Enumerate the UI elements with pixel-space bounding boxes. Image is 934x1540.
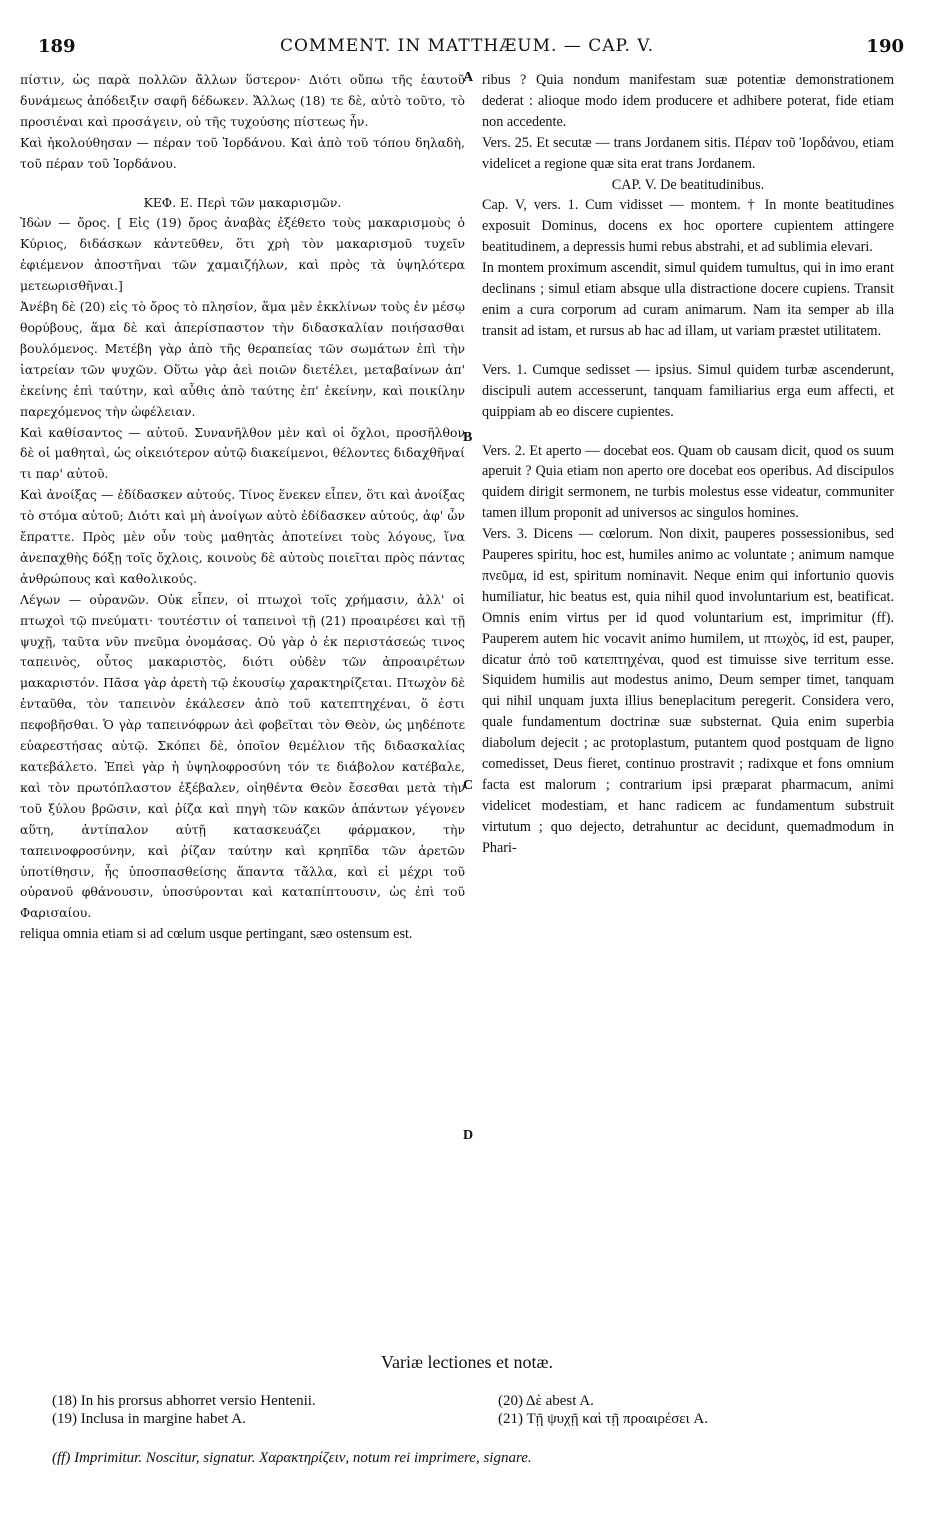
page-number-right: 190 (866, 36, 904, 57)
note-20: (20) Δὲ abest A. (498, 1393, 594, 1409)
latin-paragraph: Vers. 3. Dicens — cœlorum. Non dixit, pauperes possessionibus, sed Pauperes spiritu, hoc est, humiles animo ac voluntate ; animum namque πνεῦμα, id est, spiritum nominavit. Neque enim qui infortunio quovis humiliatur, hic beatus est, quia nihil quod involuntarium est, beatificat. Omnis enim virtus per id quod voluntarium est, imprimitur (ff). Pauperem autem hic vocavit animo humilem, ut πτωχὸς, id est, pauper, dicatur ἀπὸ τοῦ κατεπτηχέναι, quod est timuisse sive territum esse. Siquidem humilis aut modestus animo, Deum semper timet, tanquam qui nihil unquam juxta illius beneplacitum peregerit. Considera vero, quale fundamentum doctrinæ suæ substernat. Quia enim superbia diabolum dejecit ; ac protoplastum, putantem quod postquam de ligno comedisset, Deus fieret, continuo prostravit ; radixque et fons omnium facta est malorum ; contrarium ipsi præparat pharmacum, animi videlicet modestiam, et hanc radicem ac fundamentum substruit virtutum ; quo dejecto, detrahuntur ac decidunt, quemadmodum in Phari- (482, 526, 894, 856)
latin-paragraph: Cap. V, vers. 1. Cum vidisset — montem. † In monte beatitudines exposuit Dominus, docens ex hoc oportere cupientem attingere beatitudinem, a depressis humi rebus abstrahi, et ad sublimia elevari. (482, 197, 894, 256)
greek-paragraph: Ἰδὼν — ὄρος. [ Εἰς (19) ὄρος ἀναβὰς ἐξέθετο τοὺς μακαρισμοὺς ὁ Κύριος, διδάσκων κἀντεῦθεν, ὅτι χρὴ τὸν μακαρισμοῦ τυχεῖν ἐφιέμενον ἀποστῆναι τῶν χαμαιζήλων, καὶ πρὸς τὰ ὑψηλότερα μετεωρισθῆναι.] (20, 215, 465, 294)
margin-marker-b: B (463, 430, 473, 445)
note-ff: (ff) Imprimitur. Noscitur, signatur. Χαρακτηρίζειν, notum rei imprimere, signare. (52, 1450, 532, 1466)
latin-paragraph: ribus ? Quia nondum manifestam suæ potentiæ demonstrationem dederat : alioque modo idem producere et adhibere poterat, fide etiam non accedente. (482, 72, 894, 130)
greek-paragraph: πίστιν, ὡς παρὰ πολλῶν ἄλλων ὕστερον· Διότι οὔπω τῆς ἑαυτοῦ δυνάμεως ἀπόδειξιν σαφῆ δέδωκεν. Ἄλλως (18) τε δὲ, αὐτὸ τοῦτο, τὸ προσιέναι καὶ προσάγειν, οὐ τῆς τυχούσης πίστεως ἦν. (20, 72, 465, 129)
margin-marker-c: C (463, 778, 474, 793)
latin-paragraph: In montem proximum ascendit, simul quidem tumultus, qui in imo erant declinans ; simul etiam absque ulla distractione docere cupiens. Transit enim a cura corporum ad curam animarum. Nam ita semper ab illa transit ad istam, et rursus ab hac ad illam, ut variam præstet utilitatem. (482, 260, 894, 339)
running-title: COMMENT. IN MATTHÆUM. — CAP. V. (279, 36, 654, 56)
margin-marker-a: A (463, 70, 474, 85)
greek-chapter-heading: ΚΕΦ. Ε. Περὶ τῶν μακαρισμῶν. (143, 194, 342, 210)
page-header (30, 36, 904, 60)
latin-paragraph: Vers. 1. Cumque sedisset — ipsius. Simul quidem turbæ ascenderunt, discipuli autem accesserunt, tanquam familiarius erga eum affecti, et quippiam ab eo discere cupientes. (482, 361, 894, 420)
latin-chapter-heading: CAP. V. De beatitudinibus. (611, 176, 765, 193)
note-18: (18) In his prorsus abhorret versio Hentenii. (52, 1393, 316, 1409)
notes-title: Variæ lectiones et notæ. (381, 1352, 553, 1372)
greek-paragraph: Καὶ ἠκολούθησαν — πέραν τοῦ Ἰορδάνου. Καὶ ἀπὸ τοῦ τόπου δηλαδὴ, τοῦ πέραν τοῦ Ἰορδάνου. (20, 134, 465, 171)
latin-continuation: reliqua omnia etiam si ad cœlum usque pertingant, sæo ostensum est. (20, 926, 413, 943)
latin-paragraph: Vers. 2. Et aperto — docebat eos. Quam ob causam dicit, quod os suum aperuit ? Quia etiam non aperto ore docebat eos operibus. Ad discipulos quidem dirigit sermonem, ne turbis molestus esse videatur, communiter tamen illum proponit ad universos ac singulos homines. (482, 442, 894, 522)
greek-paragraph: Καὶ ἀνοίξας — ἐδίδασκεν αὐτούς. Τίνος ἕνεκεν εἶπεν, ὅτι καὶ ἀνοίξας τὸ στόμα αὐτοῦ; Διότι καὶ μὴ ἀνοίγων αὐτὸ ἐδίδασκεν αὐτούς, ἀφ' ὧν ἔπραττε. Πρὸς μὲν οὖν τοὺς μαθητὰς ἀποτείνει τοὺς λόγους, ἵνα ἀνεπαχθὴς δόξῃ τοῖς ὄχλοις, κοινοὺς δὲ αὐτοὺς ποιεῖται πρὸς πάντας ἀνθρώπους καὶ καθολικούς. (20, 487, 465, 586)
page-number-left: 189 (38, 36, 76, 57)
note-21: (21) Τῇ ψυχῇ καὶ τῇ προαιρέσει A. (498, 1411, 708, 1427)
margin-marker-d: D (463, 1128, 474, 1143)
greek-paragraph: Καὶ καθίσαντος — αὐτοῦ. Συνανῆλθον μὲν καὶ οἱ ὄχλοι, προσῆλθον δὲ οἱ μαθηταὶ, ὡς οἰκειότερον αὐτῷ διακείμενοι, θέλοντες διδαχθῆναί τι παρ' αὐτοῦ. (20, 424, 465, 482)
note-19: (19) Inclusa in margine habet A. (52, 1411, 246, 1427)
greek-paragraph: Λέγων — οὐρανῶν. Οὐκ εἶπεν, οἱ πτωχοὶ τοῖς χρήμασιν, ἀλλ' οἱ πτωχοὶ τῷ πνεύματι· τουτέστιν οἱ ταπεινοὶ τῇ (21) προαιρέσει καὶ τῇ ψυχῇ, ταῦτα νῦν πνεῦμα ὀνομάσας. Οὐ γὰρ ὁ ἐκ περιστάσεώς τινος ταπεινὸς, οὗτος μακαριστὸς, διότι οὐδὲν τῶν ἀπροαιρέτων μακαριστόν. Πᾶσα γὰρ ἀρετὴ τῷ ἑκουσίῳ χαρακτηρίζεται. Πτωχὸν δὲ ἐνταῦθα, τὸν ταπεινὸν ἐκάλεσεν ἀπὸ τοῦ κατεπτηχέναι, ὅ ἐστι πεφοβῆσθαι. Ὁ γὰρ ταπεινόφρων ἀεὶ φοβεῖται τὸν Θεὸν, ὡς μηδέποτε εὐαρεστήσας αὐτῷ. Σκόπει δὲ, ὁποῖον θεμέλιον τῆς διδασκαλίας κατεβάλετο. Ἐπεὶ γὰρ ἡ ὑψηλοφροσύνη τόν τε διάβολον κατέβαλε, καὶ τὸν πρωτόπλαστον ἐξέβαλεν, οἰηθέντα Θεὸν ἔσεσθαι μετὰ τὴν τοῦ ξύλου βρῶσιν, καὶ ῥίζα καὶ πηγὴ τῶν κακῶν ἁπάντων γέγονεν αὕτη, ἀντίπαλον αὐτῇ κατασκευάζει φάρμακον, τὴν ταπεινοφροσύνην, καὶ ῥίζαν ταύτην καὶ κρηπῖδα τῶν ἀρετῶν ὑποτίθησιν, ἧς ὑποσπασθείσης ἅπαντα τἄλλα, καὶ εἰ μέχρι τοῦ οὐρανοῦ φθάνουσιν, ὑποσύρονται καὶ καταπίπτουσιν, ὡς ἐπὶ τοῦ Φαρισαίου. (20, 591, 465, 921)
latin-paragraph: Vers. 25. Et secutæ — trans Jordanem sitis. Πέραν τοῦ Ἰορδάνου, etiam videlicet a regione quæ sita erat trans Jordanem. (482, 134, 894, 172)
greek-column (20, 70, 465, 945)
greek-paragraph: Ἀνέβη δὲ (20) εἰς τὸ ὄρος τὸ πλησίον, ἅμα μὲν ἐκκλίνων τοὺς ἐν μέσῳ θορύβους, ἅμα δὲ καὶ ἀπερίσπαστον τὴν διδασκαλίαν ποιήσασθαι βουλόμενος. Μετέβη γὰρ ἀπὸ τῆς θεραπείας τῶν σωμάτων ἐπὶ τὴν ἰατρείαν τῶν ψυχῶν. Οὕτω γὰρ ἀεὶ ποιῶν διετέλει, μεταβαίνων ἀπ' ἐκείνης ἐπὶ ταύτην, καὶ αὖθις ἀπὸ ταύτης ἐπ' ἐκείνην, καὶ ποικίλην παρεχόμενος τὴν ὠφέλειαν. (20, 299, 465, 419)
latin-column (482, 70, 894, 859)
